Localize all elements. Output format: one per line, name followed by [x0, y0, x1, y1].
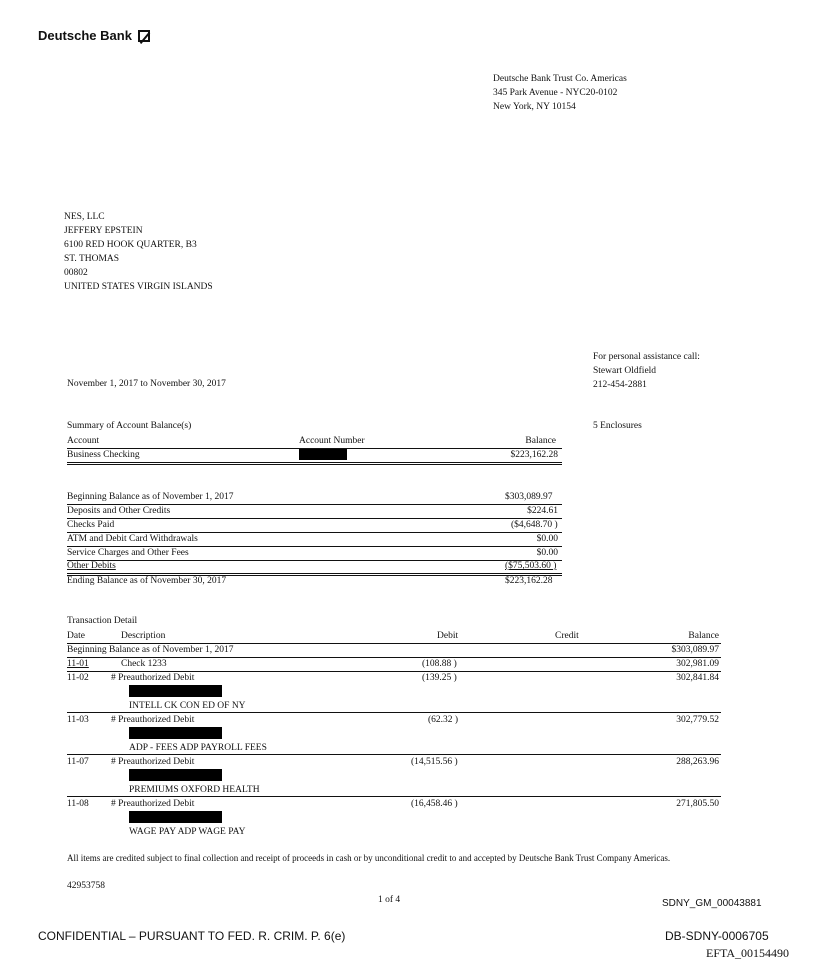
bank-address-line: Deutsche Bank Trust Co. Americas: [493, 74, 627, 84]
row-debit: (139.25 ): [422, 673, 457, 683]
recipient-line: 6100 RED HOOK QUARTER, B3: [64, 240, 197, 250]
contact-name: Stewart Oldfield: [593, 366, 657, 376]
deutsche-bank-slash-icon: [138, 30, 150, 42]
row-date: 11-07: [67, 757, 89, 767]
bank-logo: [38, 28, 150, 43]
redacted-account-number: [299, 449, 347, 460]
table-row: [67, 671, 721, 713]
recipient-line: NES, LLC: [64, 212, 105, 222]
transaction-header: [67, 629, 721, 644]
row-description: Check 1233: [121, 659, 167, 669]
totals-label: Other Debits: [67, 561, 116, 571]
enclosures: 5 Enclosures: [593, 421, 642, 431]
row-debit: (108.88 ): [422, 659, 457, 669]
recipient-address: [64, 210, 213, 294]
totals-label: Deposits and Other Credits: [67, 506, 171, 516]
col-debit: Debit: [437, 631, 459, 641]
row-memo: INTELL CK CON ED OF NY: [129, 701, 246, 711]
row-debit: (14,515.56 ): [411, 757, 458, 767]
account-ref: 42953758: [67, 881, 105, 891]
row-memo: WAGE PAY ADP WAGE PAY: [129, 827, 246, 837]
totals-value: $0.00: [536, 548, 558, 558]
row-date: 11-03: [67, 715, 89, 725]
row-balance: 288,263.96: [676, 757, 719, 767]
table-row: [67, 755, 721, 797]
row-date: 11-02: [67, 673, 89, 683]
summary-row: [67, 448, 562, 465]
row-description: # Preauthorized Debit: [111, 715, 195, 725]
totals-value: $224.61: [527, 506, 558, 516]
bank-address-line: 345 Park Avenue - NYC20-0102: [493, 88, 618, 98]
contact-block: [593, 350, 700, 392]
totals-value: ($4,648.70 ): [511, 520, 558, 530]
totals-label: ATM and Debit Card Withdrawals: [67, 534, 198, 544]
summary-title: Summary of Account Balance(s): [67, 421, 192, 431]
redacted-detail: [129, 811, 222, 823]
bates-number-db: DB-SDNY-0006705: [665, 929, 769, 943]
totals-row: [67, 504, 562, 519]
col-credit: Credit: [555, 631, 579, 641]
row-date: 11-08: [67, 799, 89, 809]
bank-name: Deutsche Bank: [38, 28, 132, 43]
row-date: 11-01: [67, 659, 89, 669]
statement-period: November 1, 2017 to November 30, 2017: [67, 379, 226, 389]
contact-phone: 212-454-2881: [593, 380, 647, 390]
table-row: [67, 657, 721, 672]
totals-value: $223,162.28: [505, 576, 553, 586]
row-balance: 302,841.84: [676, 673, 719, 683]
summary-col-account: Account: [67, 436, 100, 446]
redacted-detail: [129, 685, 222, 697]
page-number: 1 of 4: [378, 895, 401, 905]
row-balance: 302,981.09: [676, 659, 719, 669]
summary-col-balance: Balance: [525, 436, 556, 446]
table-row: [67, 797, 721, 838]
totals-row: [67, 532, 562, 547]
recipient-line: 00802: [64, 268, 88, 278]
totals-value: ($75,503.60 ): [505, 561, 557, 571]
beginning-balance-row: [67, 643, 721, 658]
recipient-line: UNITED STATES VIRGIN ISLANDS: [64, 282, 213, 292]
transaction-title: Transaction Detail: [67, 616, 138, 626]
bank-address: [493, 72, 627, 114]
summary-header: [67, 434, 562, 449]
disclaimer: All items are credited subject to final collection and receipt of proceeds in cash or by unconditional credit to and accepted by Deutsche Bank Trust Company Americas.: [67, 853, 671, 863]
beginning-balance: $303,089.97: [671, 645, 719, 655]
col-description: Description: [121, 631, 166, 641]
redacted-detail: [129, 769, 222, 781]
summary-account: Business Checking: [67, 450, 140, 460]
summary-col-number: Account Number: [299, 436, 365, 446]
totals-row: [67, 490, 562, 505]
totals-label: Beginning Balance as of November 1, 2017: [67, 492, 234, 502]
table-row: [67, 713, 721, 755]
totals-label: Checks Paid: [67, 520, 115, 530]
row-description: # Preauthorized Debit: [111, 757, 195, 767]
row-description: # Preauthorized Debit: [111, 673, 195, 683]
row-description: # Preauthorized Debit: [111, 799, 195, 809]
bank-address-line: New York, NY 10154: [493, 102, 576, 112]
row-memo: ADP - FEES ADP PAYROLL FEES: [129, 743, 267, 753]
totals-value: $0.00: [536, 534, 558, 544]
totals-value: $303,089.97: [505, 492, 553, 502]
confidential-notice: CONFIDENTIAL – PURSUANT TO FED. R. CRIM. P. 6(e): [38, 929, 346, 943]
row-balance: 302,779.52: [676, 715, 719, 725]
row-debit: (62.32 ): [428, 715, 459, 725]
row-debit: (16,458.46 ): [411, 799, 458, 809]
recipient-line: ST. THOMAS: [64, 254, 120, 264]
row-memo: PREMIUMS OXFORD HEALTH: [129, 785, 260, 795]
bates-number-efta: EFTA_00154490: [706, 946, 790, 960]
totals-row: [67, 518, 562, 533]
totals-label: Ending Balance as of November 30, 2017: [67, 576, 227, 586]
col-date: Date: [67, 631, 85, 641]
totals-row: [67, 574, 562, 588]
beginning-label: Beginning Balance as of November 1, 2017: [67, 645, 234, 655]
recipient-line: JEFFERY EPSTEIN: [64, 226, 143, 236]
row-balance: 271,805.50: [676, 799, 719, 809]
contact-intro: For personal assistance call:: [593, 352, 700, 362]
col-balance: Balance: [688, 631, 719, 641]
bates-number-gm: SDNY_GM_00043881: [662, 898, 762, 909]
totals-label: Service Charges and Other Fees: [67, 548, 189, 558]
redacted-detail: [129, 727, 222, 739]
summary-balance: $223,162.28: [510, 450, 558, 460]
